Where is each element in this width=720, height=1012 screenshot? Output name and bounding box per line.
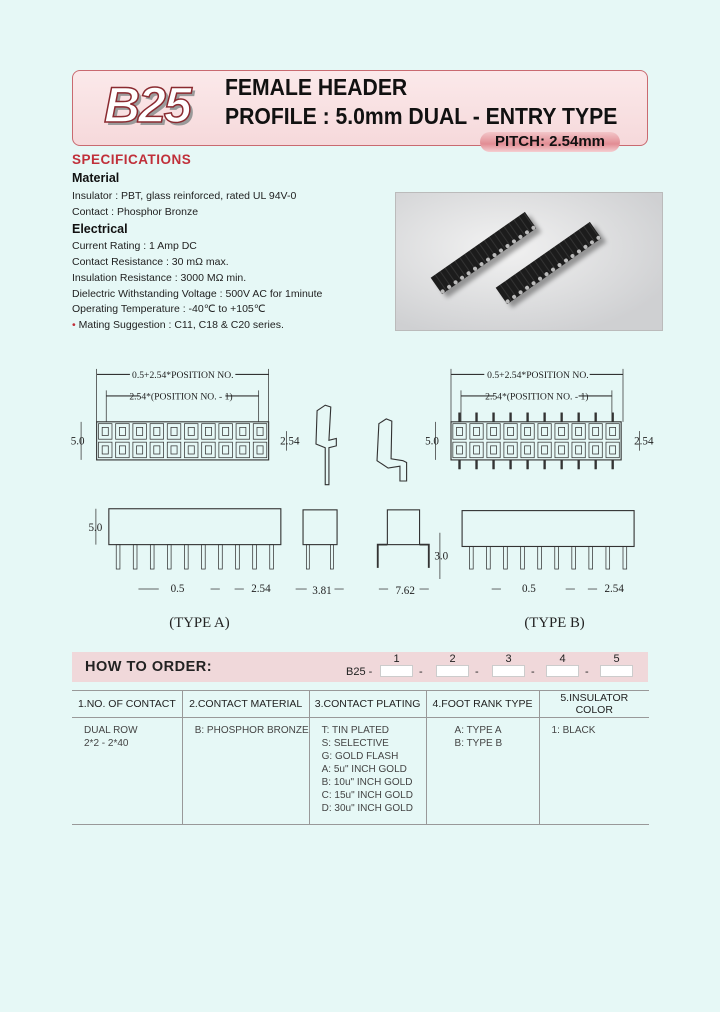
contact-hole	[474, 446, 480, 454]
contact-cell	[133, 424, 147, 440]
dim-pin-pitch-b: 2.54	[604, 582, 624, 595]
dim-pin-pitch-a: 2.54	[251, 582, 271, 595]
option-item: S: SELECTIVE	[321, 738, 389, 749]
pin	[555, 546, 559, 569]
type-b-label: (TYPE B)	[524, 615, 585, 632]
contact-hole	[137, 446, 143, 454]
contact-cell	[150, 442, 164, 458]
contact-hole	[610, 446, 616, 454]
spec-line: Contact Resistance : 30 mΩ max.	[72, 256, 229, 268]
contact-cell	[487, 442, 500, 458]
dim-end-a-width: 3.81	[312, 584, 332, 597]
option-item: B: PHOSPHOR BRONZE	[194, 725, 309, 736]
slot-number: 5	[613, 653, 620, 665]
contact-hole	[542, 446, 548, 454]
end-view-a	[303, 510, 337, 545]
column-header: 5.INSULATOR COLOR	[539, 691, 649, 718]
contact-cell	[521, 442, 534, 458]
slot-number: 4	[559, 653, 566, 665]
column-header: 3.CONTACT PLATING	[309, 691, 426, 718]
contact-hole	[240, 427, 246, 435]
pin	[116, 545, 120, 569]
pin	[133, 545, 137, 569]
type-a-label: (TYPE A)	[169, 615, 230, 632]
contact-cell	[504, 424, 517, 440]
contact-cell	[470, 424, 483, 440]
product-photo	[395, 192, 663, 331]
contact-profile-b	[377, 419, 407, 481]
contact-hole	[257, 446, 263, 454]
dim-row-pitch-a: 2.54	[280, 435, 300, 448]
contact-cell	[555, 424, 568, 440]
contact-cell	[167, 424, 181, 440]
contact-cell	[150, 424, 164, 440]
spec-line: Insulator : PBT, glass reinforced, rated UL 94V-0	[72, 190, 297, 202]
contact-hole	[593, 446, 599, 454]
code-separator: -	[531, 666, 535, 678]
contact-cell	[236, 442, 250, 458]
contact-cell	[116, 424, 130, 440]
contact-hole	[576, 427, 582, 435]
pin	[270, 545, 274, 569]
contact-hole	[171, 446, 177, 454]
contact-hole	[491, 427, 497, 435]
contact-cell	[538, 424, 551, 440]
pin	[253, 545, 257, 569]
dim-end-b-width: 7.62	[395, 584, 415, 597]
dim-row-pitch-b: 2.54	[634, 435, 654, 448]
contact-hole	[154, 446, 160, 454]
option-item: C: 15u" INCH GOLD	[321, 790, 413, 801]
contact-hole	[154, 427, 160, 435]
end-view-b	[387, 510, 419, 545]
contact-cell	[538, 442, 551, 458]
option-item: T: TIN PLATED	[321, 725, 390, 736]
contact-cell	[521, 424, 534, 440]
contact-hole	[593, 427, 599, 435]
dim-pitch-b: 2.54*(POSITION NO. - 1)	[485, 391, 589, 403]
contact-cell	[589, 424, 602, 440]
contact-cell	[184, 442, 198, 458]
contact-hole	[559, 446, 565, 454]
contact-cell	[219, 442, 233, 458]
contact-hole	[474, 427, 480, 435]
pin	[521, 546, 525, 569]
contact-cell	[202, 424, 216, 440]
material-heading: Material	[72, 171, 120, 185]
part-code-prefix: B25 -	[346, 666, 373, 678]
contact-cell	[167, 442, 181, 458]
column-header: 2.CONTACT MATERIAL	[182, 691, 309, 718]
specifications-heading: SPECIFICATIONS	[72, 152, 192, 167]
top-view-type-b	[451, 413, 621, 470]
bent-lead	[378, 545, 429, 568]
contact-cell	[133, 442, 147, 458]
column-options	[72, 718, 182, 825]
pin	[184, 545, 188, 569]
contact-cell	[453, 442, 466, 458]
pin	[623, 546, 627, 569]
contact-hole	[188, 446, 194, 454]
contact-hole	[102, 446, 108, 454]
part-code-slot-3[interactable]	[492, 665, 525, 677]
spec-line: Contact : Phosphor Bronze	[72, 206, 199, 218]
dim-height-b: 5.0	[425, 435, 439, 448]
column-options	[539, 718, 649, 825]
part-code-slot-4[interactable]	[546, 665, 579, 677]
electrical-heading: Electrical	[72, 222, 128, 236]
contact-profile-a	[316, 405, 336, 485]
contact-hole	[119, 446, 125, 454]
contact-hole	[576, 446, 582, 454]
pin	[219, 545, 223, 569]
contact-hole	[542, 427, 548, 435]
column-options	[426, 718, 539, 825]
contact-cell	[253, 442, 267, 458]
pin	[167, 545, 171, 569]
option-item: DUAL ROW	[84, 725, 138, 736]
option-item: B: 10u" INCH GOLD	[321, 777, 413, 788]
code-separator: -	[419, 666, 423, 678]
contact-hole	[119, 427, 125, 435]
dim-pitch-a: 2.54*(POSITION NO. - 1)	[129, 391, 233, 403]
dim-end-b-height: 3.0	[434, 550, 449, 563]
contact-cell	[98, 424, 112, 440]
slot-number: 1	[393, 653, 400, 665]
contact-cell	[572, 442, 585, 458]
contact-cell	[504, 442, 517, 458]
contact-cell	[219, 424, 233, 440]
contact-hole	[525, 446, 531, 454]
top-view-type-a	[97, 422, 269, 460]
pin	[572, 546, 576, 569]
spec-line: Operating Temperature : -40℃ to +105℃	[72, 303, 266, 315]
contact-cell	[184, 424, 198, 440]
code-separator: -	[585, 666, 589, 678]
contact-hole	[188, 427, 194, 435]
contact-hole	[457, 427, 463, 435]
side-body	[109, 509, 281, 545]
side-views	[96, 405, 634, 589]
pin	[538, 546, 542, 569]
contact-hole	[205, 446, 211, 454]
pin	[150, 545, 154, 569]
contact-hole	[257, 427, 263, 435]
option-item: 2*2 - 2*40	[84, 738, 129, 749]
slot-number: 3	[505, 653, 512, 665]
column-header: 4.FOOT RANK TYPE	[426, 691, 539, 718]
contact-cell	[487, 424, 500, 440]
contact-cell	[606, 442, 619, 458]
contact-hole	[508, 446, 514, 454]
dim-offset-a: 0.5	[170, 582, 185, 595]
dim-overall-b: 0.5+2.54*POSITION NO.	[487, 370, 589, 382]
contact-hole	[610, 427, 616, 435]
pin	[504, 546, 508, 569]
how-to-order-label: HOW TO ORDER:	[85, 659, 213, 675]
pin	[202, 545, 206, 569]
contact-hole	[102, 427, 108, 435]
pin	[236, 545, 240, 569]
product-logo: B25	[104, 77, 190, 133]
dim-height-a: 5.0	[70, 435, 85, 448]
contact-hole	[171, 427, 177, 435]
contact-hole	[508, 427, 514, 435]
contact-hole	[240, 446, 246, 454]
pin	[330, 545, 333, 569]
dimension-lines	[81, 369, 640, 460]
option-item: D: 30u" INCH GOLD	[321, 803, 413, 814]
contact-hole	[525, 427, 531, 435]
mating-text: Mating Suggestion : C11, C18 & C20 series.	[78, 319, 284, 331]
pin	[306, 545, 309, 569]
part-code-slot-5[interactable]	[600, 665, 633, 677]
contact-cell	[589, 442, 602, 458]
contact-cell	[253, 424, 267, 440]
contact-hole	[223, 427, 229, 435]
pin	[487, 546, 491, 569]
column-header: 1.NO. OF CONTACT	[72, 691, 182, 718]
side-body	[462, 511, 634, 547]
pin	[469, 546, 473, 569]
part-code-slot-1[interactable]	[380, 665, 413, 677]
part-code-slot-2[interactable]	[436, 665, 469, 677]
contact-hole	[457, 446, 463, 454]
spec-line: Dielectric Withstanding Voltage : 500V AC for 1minute	[72, 288, 323, 300]
dim-offset-b: 0.5	[522, 582, 536, 595]
technical-drawing	[70, 355, 654, 644]
slot-number: 2	[449, 653, 456, 665]
contact-hole	[559, 427, 565, 435]
pin	[589, 546, 593, 569]
option-item: 1: BLACK	[551, 725, 596, 736]
title-line-2: PROFILE : 5.0mm DUAL - ENTRY TYPE	[225, 103, 618, 129]
spec-line: Insulation Resistance : 3000 MΩ min.	[72, 272, 247, 284]
column-options	[309, 718, 426, 825]
option-item: B: TYPE B	[454, 738, 503, 749]
contact-hole	[223, 446, 229, 454]
column-options	[182, 718, 309, 825]
pin	[606, 546, 610, 569]
option-item: A: 5u" INCH GOLD	[321, 764, 407, 775]
spec-line: Current Rating : 1 Amp DC	[72, 240, 197, 252]
dim-overall-a: 0.5+2.54*POSITION NO.	[132, 370, 234, 382]
dim-side-height: 5.0	[88, 521, 103, 534]
option-item: G: GOLD FLASH	[321, 751, 399, 762]
pitch-badge: PITCH: 2.54mm	[480, 132, 620, 152]
code-separator: -	[475, 666, 479, 678]
contact-cell	[606, 424, 619, 440]
contact-cell	[555, 442, 568, 458]
bullet-icon: •	[72, 319, 76, 331]
contact-cell	[453, 424, 466, 440]
contact-hole	[491, 446, 497, 454]
contact-cell	[98, 442, 112, 458]
title-line-1: FEMALE HEADER	[225, 74, 408, 100]
contact-hole	[205, 427, 211, 435]
mating-suggestion	[72, 319, 284, 331]
contact-cell	[470, 442, 483, 458]
contact-cell	[202, 442, 216, 458]
contact-cell	[572, 424, 585, 440]
contact-cell	[116, 442, 130, 458]
contact-hole	[137, 427, 143, 435]
ordering-table	[72, 690, 649, 825]
option-item: A: TYPE A	[454, 725, 502, 736]
contact-cell	[236, 424, 250, 440]
